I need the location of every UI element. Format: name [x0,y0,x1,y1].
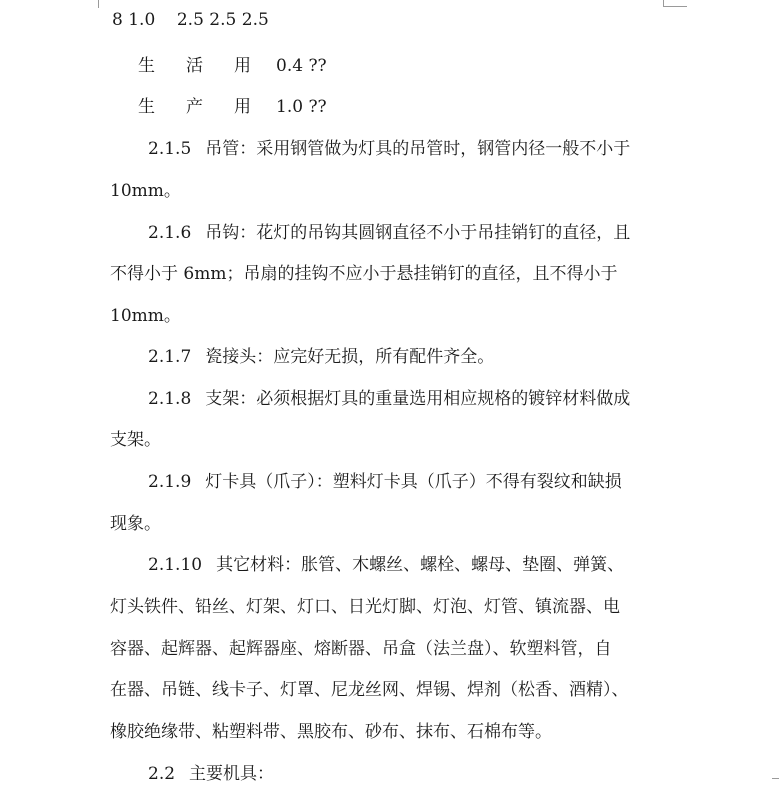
row-label-char: 活 [186,56,203,76]
section-number: 2.1.10 [148,555,203,575]
paragraph-line: 10mm。 [110,306,181,326]
section-number: 2.2 [148,764,176,784]
paragraph-first-line [148,345,494,369]
usage-row [138,95,327,119]
margin-corner-mark [772,778,779,779]
margin-corner-mark [663,6,687,7]
section-number: 2.1.6 [148,223,192,243]
paragraph-line: 灯头铁件、铅丝、灯架、灯口、日光灯脚、灯泡、灯管、镇流器、电 [110,597,620,617]
paragraph-line: 不得小于 6mm；吊扇的挂钩不应小于悬挂销钉的直径，且不得小于 [110,264,618,284]
row-label-char: 生 [138,97,155,117]
row-value: 0.4 ?? [276,56,327,76]
paragraph-line: 容器、起辉器、起辉器座、熔断器、吊盒（法兰盘）、软塑料管，自 [110,639,612,659]
row-label-char: 用 [234,56,251,76]
paragraph-first-line [148,221,630,245]
paragraph-first-line [148,137,630,161]
paragraph-text: 灯卡具（爪子）：塑料灯卡具（爪子）不得有裂纹和缺损 [205,472,622,492]
paragraph-line: 支架。 [110,430,161,450]
paragraph-first-line [148,470,622,494]
row-value: 1.0 ?? [276,97,327,117]
row-label-char: 产 [186,97,203,117]
section-number: 2.1.8 [148,389,192,409]
margin-corner-mark [98,0,99,8]
paragraph-first-line [148,553,624,577]
paragraph-text: 支架：必须根据灯具的重量选用相应规格的镀锌材料做成 [205,389,631,409]
paragraph-text: 吊管：采用钢管做为灯具的吊管时，钢管内径一般不小于 [205,139,631,159]
section-number: 2.1.9 [148,472,192,492]
paragraph-text: 其它材料：胀管、木螺丝、螺栓、螺母、垫圈、弹簧、 [216,555,625,575]
row-label-char: 用 [234,97,251,117]
paragraph-line: 10mm。 [110,181,181,201]
section-number: 2.1.7 [148,347,192,367]
paragraph-line: 在器、吊链、线卡子、灯罩、尼龙丝网、焊锡、焊剂（松香、酒精）、 [110,680,629,700]
paragraph-text: 瓷接头：应完好无损，所有配件齐全。 [205,347,495,367]
paragraph-first-line [148,762,274,786]
paragraph-first-line [148,387,630,411]
table-fragment-line: 8 1.0 2.5 2.5 2.5 [112,10,269,30]
paragraph-line: 现象。 [110,514,161,534]
paragraph-text: 主要机具： [189,764,275,784]
paragraph-line: 橡胶绝缘带、粘塑料带、黑胶布、砂布、抹布、石棉布等。 [110,722,552,742]
paragraph-text: 吊钩：花灯的吊钩其圆钢直径不小于吊挂销钉的直径，且 [205,223,631,243]
row-label-char: 生 [138,56,155,76]
section-number: 2.1.5 [148,139,192,159]
usage-row [138,54,327,78]
